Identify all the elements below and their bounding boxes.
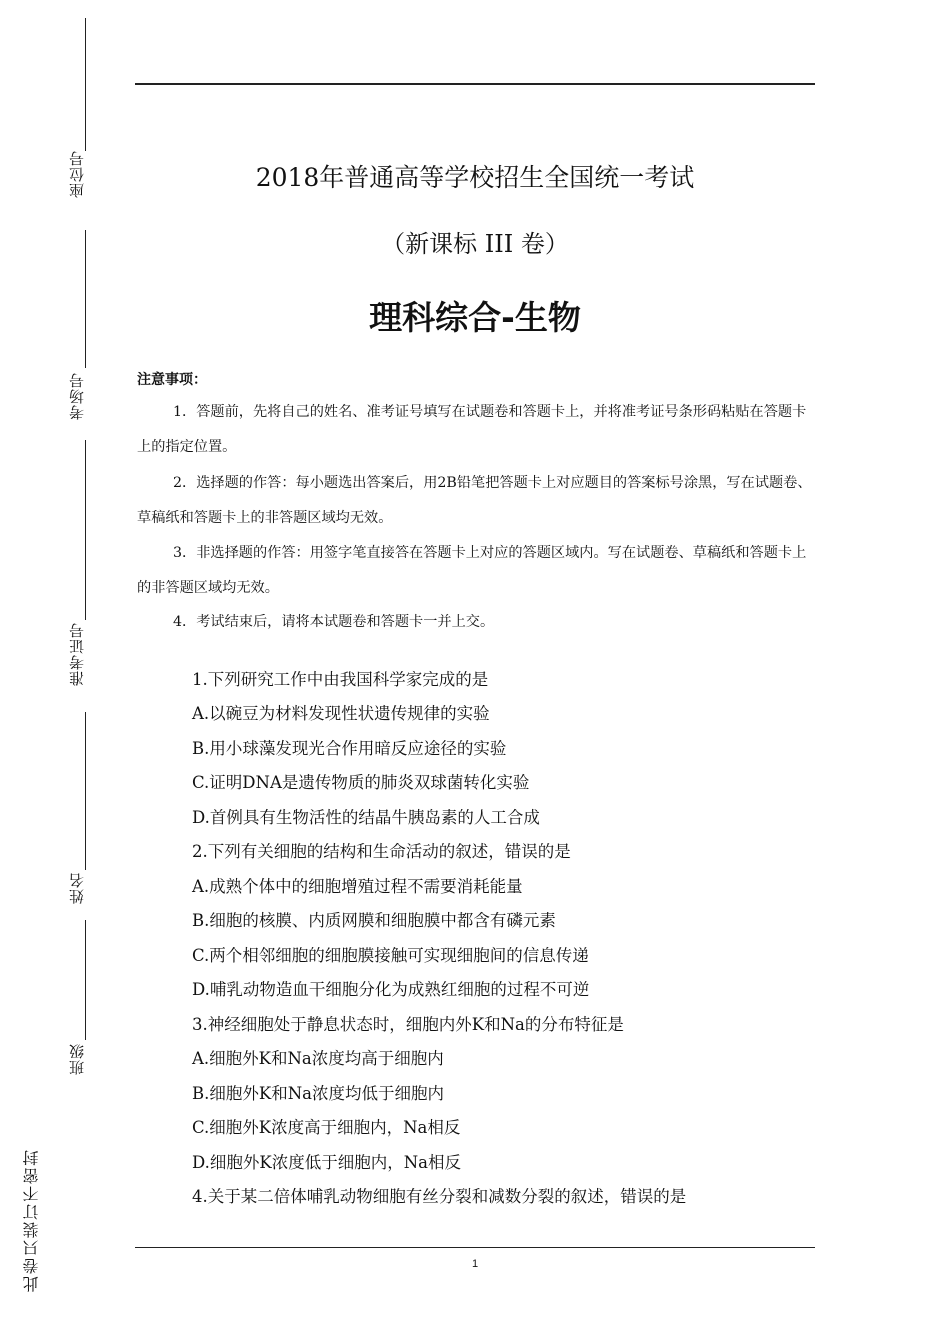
question-option: B.细胞外K和Na浓度均低于细胞内	[192, 1084, 444, 1103]
page-number: 1	[471, 1258, 479, 1270]
seal-notice: 此卷只装订不密封	[22, 1148, 41, 1292]
question-option: C.证明DNA是遗传物质的肺炎双球菌转化实验	[192, 773, 530, 792]
subject-title: 理科综合-生物	[369, 298, 581, 337]
question-option: C.细胞外K浓度高于细胞内，Na相反	[192, 1118, 461, 1137]
margin-line-1	[85, 18, 86, 151]
exam-title: 2018年普通高等学校招生全国统一考试	[255, 163, 695, 192]
question-stem: 4.关于某二倍体哺乳动物细胞有丝分裂和减数分裂的叙述，错误的是	[192, 1187, 687, 1206]
note-item: 4．考试结束后，请将本试题卷和答题卡一并上交。	[173, 614, 495, 630]
footer-rule	[135, 1247, 815, 1248]
question-option: A.成熟个体中的细胞增殖过程不需要消耗能量	[192, 877, 523, 896]
margin-line-4	[85, 712, 86, 870]
margin-line-5	[85, 920, 86, 1040]
question-option: D.哺乳动物造血干细胞分化为成熟红细胞的过程不可逆	[192, 980, 590, 999]
question-option: D.首例具有生物活性的结晶牛胰岛素的人工合成	[192, 808, 540, 827]
ticket-label: 准考证号	[68, 622, 86, 686]
note-item: 2．选择题的作答：每小题选出答案后，用2B铅笔把答题卡上对应题目的答案标号涂黑，写在试题卷、草稿纸和答题卡上的非答题区域均无效。	[137, 475, 812, 526]
question-option: B.用小球藻发现光合作用暗反应途径的实验	[192, 739, 507, 758]
seat-label: 座位号	[68, 150, 86, 198]
class-label: 班级	[68, 1043, 86, 1075]
question-stem: 3.神经细胞处于静息状态时，细胞内外K和Na的分布特征是	[192, 1015, 624, 1034]
name-label: 姓名	[68, 872, 86, 904]
question-option: B.细胞的核膜、内质网膜和细胞膜中都含有磷元素	[192, 911, 556, 930]
notes-heading: 注意事项：	[137, 372, 207, 388]
question-option: C.两个相邻细胞的细胞膜接触可实现细胞间的信息传递	[192, 946, 589, 965]
question-stem: 2.下列有关细胞的结构和生命活动的叙述，错误的是	[192, 842, 571, 861]
note-item: 3．非选择题的作答：用签字笔直接答在答题卡上对应的答题区域内。写在试题卷、草稿纸和答题卡上的非答题区域均无效。	[137, 545, 807, 596]
margin-line-3	[85, 440, 86, 620]
room-label: 考场号	[68, 372, 86, 420]
header-rule	[135, 83, 815, 85]
question-option: A.细胞外K和Na浓度均高于细胞内	[192, 1049, 444, 1068]
question-option: A.以碗豆为材料发现性状遗传规律的实验	[192, 704, 490, 723]
question-stem: 1.下列研究工作中由我国科学家完成的是	[192, 670, 489, 689]
question-option: D.细胞外K浓度低于细胞内，Na相反	[192, 1153, 461, 1172]
exam-subtitle: （新课标 III 卷）	[381, 230, 569, 258]
note-item: 1．答题前，先将自己的姓名、准考证号填写在试题卷和答题卡上，并将准考证号条形码粘贴在答题卡上的指定位置。	[137, 404, 807, 455]
